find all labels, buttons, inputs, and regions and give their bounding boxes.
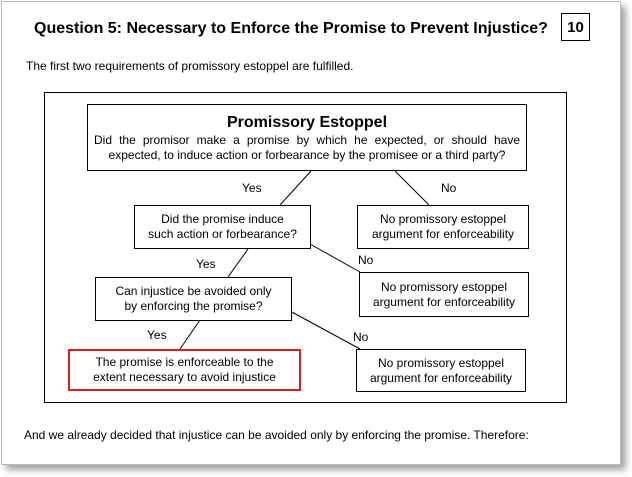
q3-box <box>95 277 292 321</box>
no-outcome-1-line1: No promissory estoppel <box>379 212 507 226</box>
root-question-box <box>87 104 527 171</box>
q3-line1: Can injustice be avoided only <box>115 284 272 298</box>
root-heading: Promissory Estoppel <box>226 113 388 131</box>
no-outcome-box-3 <box>356 349 526 392</box>
no-outcome-1-line2: argument for enforceability <box>371 227 515 241</box>
no-outcome-2-line1: No promissory estoppel <box>380 279 508 294</box>
label-yes-3: Yes <box>147 328 167 342</box>
no-outcome-box-1 <box>357 205 529 249</box>
label-yes-2: Yes <box>196 257 216 271</box>
page-number: 10 <box>561 13 590 41</box>
q2-line1: Did the promise induce <box>161 212 284 226</box>
q3-line2: by enforcing the promise? <box>124 299 263 313</box>
root-question: Did the promisor make a promise by which he expected, or should have expected, to induce action or forbearance by the promisee or a third party? <box>94 132 520 162</box>
no-outcome-3-line2: argument for enforceability <box>369 370 513 385</box>
no-outcome-box-2 <box>359 272 529 317</box>
label-no-1: No <box>441 181 457 195</box>
enforceable-result-box <box>68 349 301 391</box>
q2-line2: such action or forbearance? <box>148 227 297 241</box>
label-no-3: No <box>353 330 369 344</box>
slide-title: Question 5: Necessary to Enforce the Promise to Prevent Injustice? <box>34 20 548 37</box>
no-outcome-2-line2: argument for enforceability <box>372 294 516 309</box>
closing-text: And we already decided that injustice can be avoided only by enforcing the promise. Therefore: <box>24 428 529 442</box>
q2-box <box>134 205 311 249</box>
result-line2: extent necessary to avoid injustice <box>93 370 276 384</box>
intro-text: The first two requirements of promissory estoppel are fulfilled. <box>26 59 354 73</box>
no-outcome-3-line1: No promissory estoppel <box>377 355 505 370</box>
label-no-2: No <box>358 253 374 267</box>
label-yes-1: Yes <box>242 181 262 195</box>
result-line1: The promise is enforceable to the <box>95 355 274 369</box>
